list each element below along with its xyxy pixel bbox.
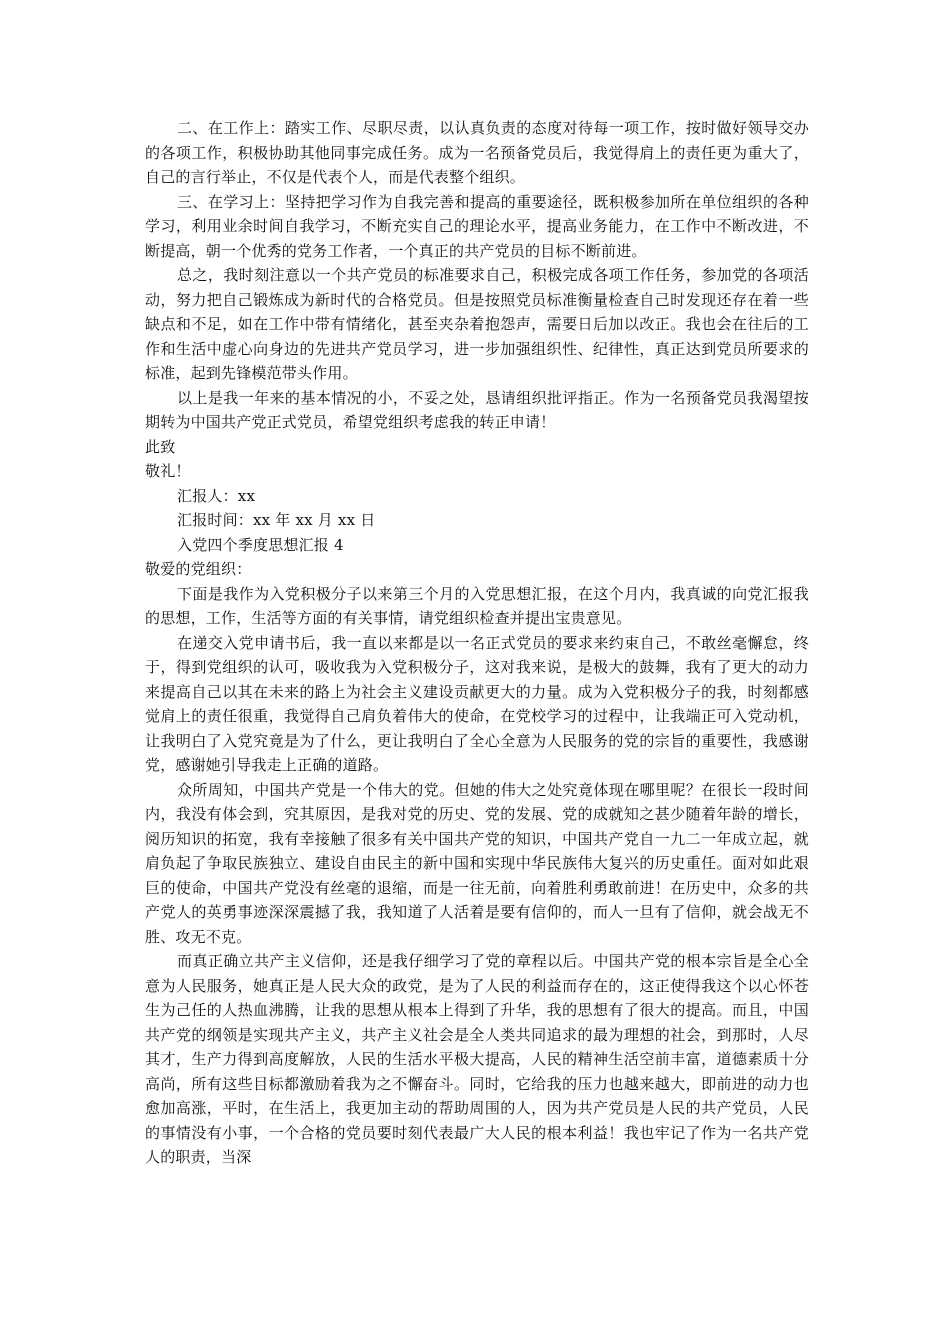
salutation: 敬爱的党组织： (145, 560, 252, 578)
paragraph-application: 在递交入党申请书后，我一直以来都是以一名正式党员的要求来约束自己，不敢丝毫懈怠，终于，得到党组织的认可，吸收我为入党积极分子，这对我来说，是极大的鼓舞，我有了更大的动力来提高自己以其在未来的路上为社会主义建设贡献更大的力量。成为入党积极分子的我，时刻都感觉肩上的责任很重，我觉得自己肩负着伟大的使命，在党校学习的过程中，让我端正可入党动机，让我明白了入党究竟是为了什么，更让我明白了全心全意为人民服务的党的宗旨的重要性，我感谢党，感谢她引导我走上正确的道路。 (145, 633, 809, 774)
paragraph-party-history: 众所周知，中国共产党是一个伟大的党。但她的伟大之处究竟体现在哪里呢？在很长一段时间内，我没有体会到，究其原因，是我对党的历史、党的发展、党的成就知之甚少随着年龄的增长，阅历知识的拓宽，我有幸接触了很多有关中国共产党的知识，中国共产党自一九二一年成立起，就肩负起了争取民族独立、建设自由民主的新中国和实现中华民族伟大复兴的历史重任。面对如此艰巨的使命，中国共产党没有丝毫的退缩，而是一往无前，向着胜利勇敢前进！在历史中，众多的共产党人的英勇事迹深深震撼了我，我知道了人活着是要有信仰的，而人一旦有了信仰，就会战无不胜、攻无不克。 (145, 780, 809, 946)
paragraph-summary: 总之，我时刻注意以一个共产党员的标准要求自己，积极完成各项工作任务，参加党的各项活动，努力把自己锻炼成为新时代的合格党员。但是按照党员标准衡量检查自己时发现还存在着一些缺点和不足，如在工作中带有情绪化，甚至夹杂着抱怨声，需要日后加以改正。我也会在往后的工作和生活中虚心向身边的先进共产党员学习，进一步加强组织性、纪律性，真正达到党员所要求的标准，起到先锋模范带头作用。 (145, 266, 809, 382)
paragraph-study: 三、在学习上：坚持把学习作为自我完善和提高的重要途径，既积极参加所在单位组织的各种学习，利用业余时间自我学习，不断充实自己的理论水平，提高业务能力，在工作中不断改进，不断提高，朝一个优秀的党务工作者，一个真正的共产党员的目标不断前进。 (145, 192, 809, 260)
paragraph-belief: 而真正确立共产主义信仰，还是我仔细学习了党的章程以后。中国共产党的根本宗旨是全心全意为人民服务，她真正是人民大众的政党，是为了人民的利益而存在的，这正使得我这个以心怀苍生为己任的人热血沸腾，让我的思想从根本上得到了升华，我的思想有了很大的提高。而且，中国共产党的纲领是实现共产主义，共产主义社会是全人类共同追求的最为理想的社会，到那时，人尽其才，生产力得到高度解放，人民的生活水平极大提高，人民的精神生活空前丰富，道德素质十分高尚，所有这些目标都激励着我为之不懈奋斗。同时，它给我的压力也越来越大，即前进的动力也愈加高涨，平时，在生活上，我更加主动的帮助周围的人，因为共产党员是人民的共产党员，人民的事情没有小事，一个合格的党员要时刻代表最广大人民的根本利益！我也牢记了作为一名共产党人的职责，当深 (145, 952, 809, 1166)
report-time-line: 汇报时间：xx 年 xx 月 xx 日 (177, 511, 376, 529)
section-title: 入党四个季度思想汇报 4 (177, 535, 344, 554)
closing-line-1: 此致 (145, 437, 176, 456)
closing-line-2: 敬礼！ (145, 462, 191, 480)
paragraph-conclusion: 以上是我一年来的基本情况的小，不妥之处，恳请组织批评指正。作为一名预备党员我渴望按期转为中国共产党正式党员，希望党组织考虑我的转正申请！ (145, 388, 809, 431)
reporter-line: 汇报人：xx (177, 486, 256, 505)
document-page (145, 116, 809, 1170)
paragraph-intro: 下面是我作为入党积极分子以来第三个月的入党思想汇报，在这个月内，我真诚的向党汇报我的思想，工作，生活等方面的有关事情，请党组织检查并提出宝贵意见。 (145, 584, 809, 627)
paragraph-work: 二、在工作上：踏实工作、尽职尽责，以认真负责的态度对待每一项工作，按时做好领导交办的各项工作，积极协助其他同事完成任务。成为一名预备党员后，我觉得肩上的责任更为重大了，自己的言行举止，不仅是代表个人，而是代表整个组织。 (145, 119, 809, 186)
